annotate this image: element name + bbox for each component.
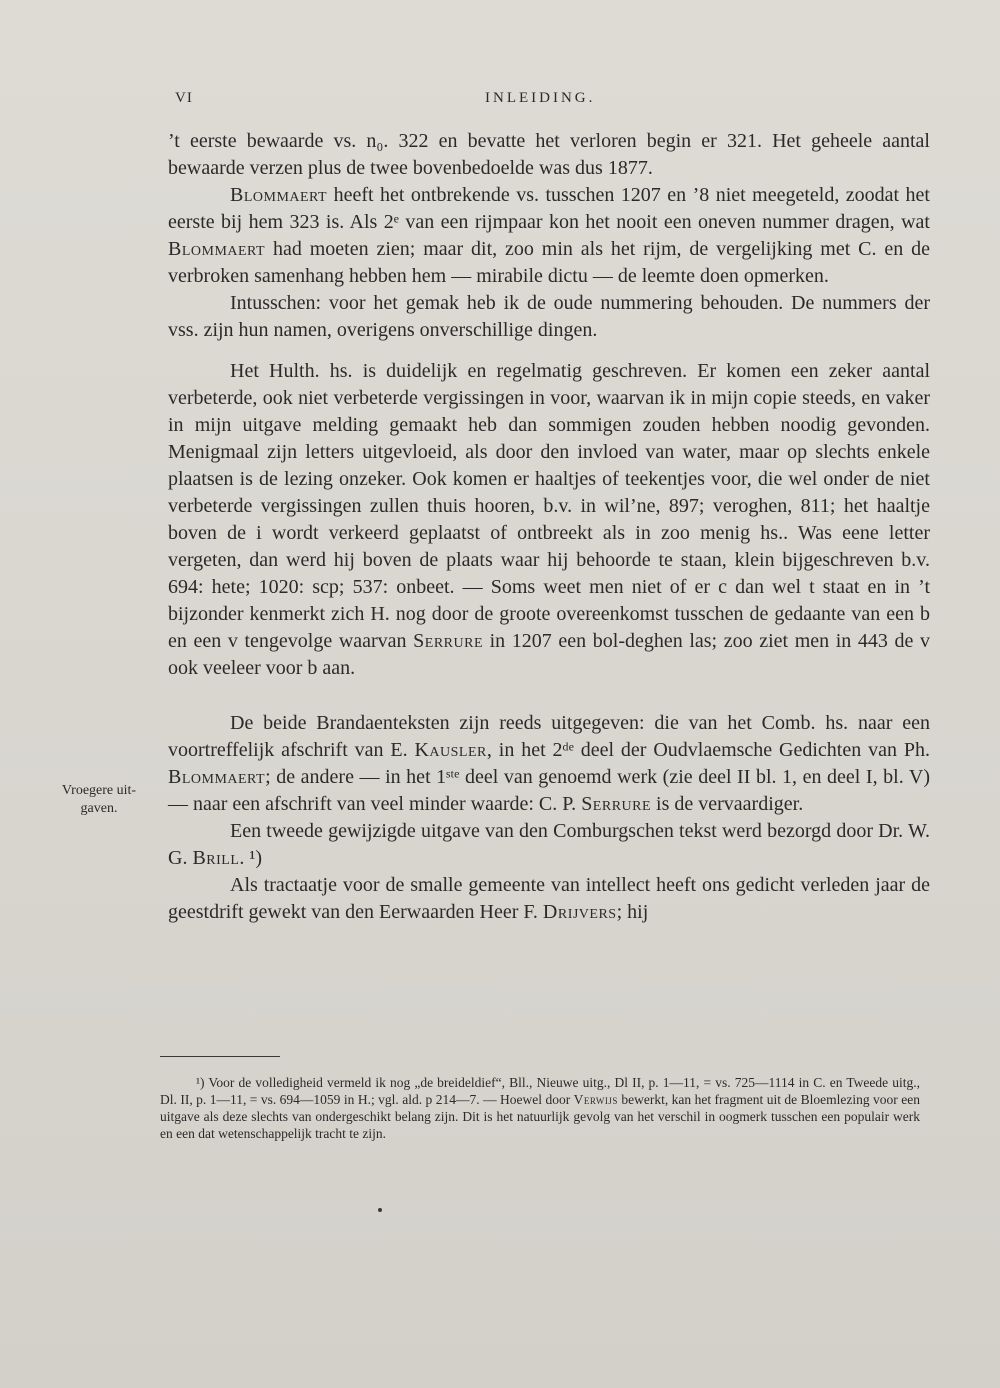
- paragraph-text: ; de andere — in het 1ˢᵗᵉ deel van genoemd werk (zie deel II bl. 1, en deel I, bl. V) — naar een afschrift van veel minder waarde: C. P.: [168, 766, 930, 815]
- author-name: Blommaert: [168, 766, 266, 788]
- author-name: Kausler: [414, 739, 487, 761]
- paragraph-text: heeft het ontbrekende vs. tusschen 1207 en ’8 niet meegeteld, zoodat het eerste bij hem 323 is. Als 2ᵉ van een rijmpaar kon het nooit een oneven nummer dragen, wat: [168, 184, 930, 233]
- paragraph-text: . ¹): [239, 847, 263, 869]
- page-header: [175, 90, 935, 114]
- paragraph-text: in 1207 een bol-deghen las; zoo ziet men in 443 de v ook veeleer voor b aan.: [168, 630, 930, 679]
- author-name: Serrure: [413, 630, 484, 652]
- footnote-text: ¹) Voor de volledigheid vermeld ik nog „de breideldief“, Bll., Nieuwe uitg., Dl II, p. 1—11, = vs. 725—1114 in C. en Tweede uitg., Dl. II, p. 1—11, = vs. 694—1059 in H.; vgl. ald. p 214—7. — Hoewel door: [160, 1075, 920, 1107]
- author-name: Brill: [192, 847, 240, 869]
- author-name: Verwijs: [573, 1092, 618, 1107]
- paragraph-1: ’t eerste bewaarde vs. n₀. 322 en bevatte het verloren begin er 321. Het geheele aantal bewaarde verzen plus de twee bovenbedoelde was dus 1877.: [168, 130, 930, 179]
- paragraph-text: De beide Brandaenteksten zijn reeds uitgegeven: die van het Comb. hs. naar een voortreffelijk afschrift van E.: [168, 712, 930, 761]
- paragraph-text: Een tweede gewijzigde uitgave van den Comburgschen tekst werd bezorgd door Dr. W. G.: [168, 820, 930, 869]
- main-text: [168, 128, 930, 926]
- author-name: Serrure: [581, 793, 652, 815]
- paragraph-5: [168, 710, 930, 818]
- paragraph-text: Het Hulth. hs. is duidelijk en regelmatig geschreven. Er komen een zeker aantal verbeterde, ook niet verbeterde vergissingen in voor, waarvan ik in mijn copie steeds, en vaker in mijn uitgave melding gemaakt heb dan sommigen zouden hebben noodig gevonden. Menigmaal zijn letters uitgevloeid, als door den invloed van water, maar op slechts enkele plaatsen is de lezing onzeker. Ook komen er haaltjes of teekentjes voor, die wel onder de niet verbeterde vergissingen zullen thuis hooren, b.v. in wil’ne, 897; veroghen, 811; het haaltje boven de i wordt verkeerd geplaatst of ontbreekt als in zoo menig hs.. Was eene letter vergeten, dan werd hij boven de plaats waar hij behoorde te staan, klein bijgeschreven b.v. 694: hete; 1020: scp; 537: onbeet. — Soms weet men niet of er c dan wel t staat en in ’t bijzonder kenmerkt zich H. nog door de groote overeenkomst tusschen de gedaante van een b en een v tengevolge waarvan: [168, 360, 930, 652]
- paragraph-text: is de vervaardiger.: [651, 793, 804, 815]
- page-number: VI: [175, 90, 193, 106]
- paragraph-2: [168, 182, 930, 290]
- paragraph-text: had moeten zien; maar dit, zoo min als het rijm, de vergelijking met C. en de verbroken samenhang hebben hem — mirabile dictu — de leemte doen opmerken.: [168, 238, 930, 287]
- paragraph-text: , in het 2ᵈᵉ deel der Oudvlaemsche Gedichten van Ph.: [486, 739, 930, 761]
- author-name: Blommaert: [230, 184, 328, 206]
- footnote-divider: [160, 1056, 280, 1057]
- author-name: Drijvers: [542, 901, 617, 923]
- paragraph-7: [168, 872, 930, 926]
- paragraph-3: Intusschen: voor het gemak heb ik de oude nummering behouden. De nummers der vss. zijn hun namen, overigens onverschillige dingen.: [168, 292, 930, 341]
- paragraph-4: [168, 358, 930, 682]
- ink-speck: [378, 1208, 382, 1212]
- paragraph-text: ; hij: [616, 901, 649, 923]
- footnote-text: bewerkt, kan het fragment uit de Bloemlezing voor een uitgave als deze slechts van ondergeschikt belang zijn. Dit is het natuurlijk gevolg van het verschil in oogmerk tusschen een populair werk en een dat wetenschappelijk tracht te zijn.: [160, 1092, 920, 1141]
- author-name: Blommaert: [168, 238, 266, 260]
- paragraph-text: Als tractaatje voor de smalle gemeente van intellect heeft ons gedicht verleden jaar de geestdrift gewekt van den Eerwaarden Heer F.: [168, 874, 930, 923]
- margin-note: Vroegere uit-gaven.: [61, 783, 137, 816]
- paragraph-6: [168, 818, 930, 872]
- footnote: [160, 1074, 920, 1142]
- running-title: INLEIDING.: [485, 90, 596, 106]
